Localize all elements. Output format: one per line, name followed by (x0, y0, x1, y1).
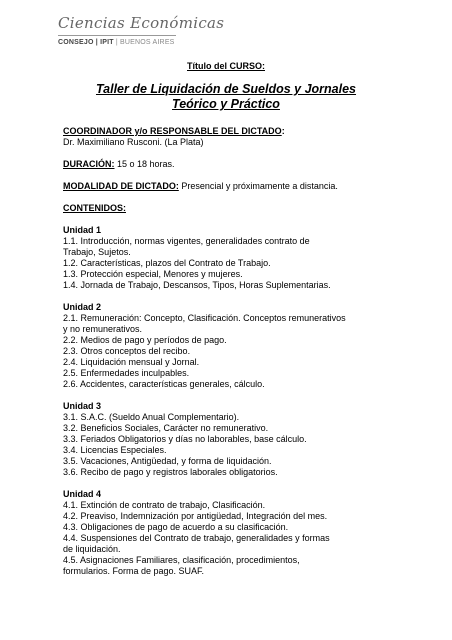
logo (58, 14, 225, 58)
logo-sub-light: | BUENOS AIRES (113, 39, 175, 46)
duration-value: 15 o 18 horas. (114, 159, 175, 169)
coordinator-name: Dr. Maximiliano Rusconi. (La Plata) (63, 137, 204, 147)
unit-line: 2.3. Otros conceptos del recibo. (63, 346, 191, 356)
unit-title: Unidad 3 (63, 401, 102, 411)
unit-line: 2.5. Enfermedades inculpables. (63, 368, 190, 378)
unit-line: 3.1. S.A.C. (Sueldo Anual Complementario). (63, 412, 240, 422)
duration-label: DURACIÓN: (63, 159, 115, 169)
unit-line: 1.3. Protección especial, Menores y mujeres. (63, 269, 243, 279)
unit-title: Unidad 2 (63, 302, 102, 312)
unit-line: 4.4. Suspensiones del Contrato de trabajo, generalidades y formas (63, 533, 330, 543)
unit-line: 1.1. Introducción, normas vigentes, generalidades contrato de (63, 236, 310, 246)
logo-subtitle (58, 39, 175, 46)
unit-line: 2.2. Medios de pago y períodos de pago. (63, 335, 227, 345)
document-body (63, 126, 393, 577)
modality (63, 181, 393, 192)
modality-value: Presencial y próximamente a distancia. (178, 181, 338, 191)
unit-line: 4.1. Extinción de contrato de trabajo, Clasificación. (63, 500, 266, 510)
course-title-line-2: Teórico y Práctico (172, 97, 280, 111)
unit-title: Unidad 1 (63, 225, 102, 235)
unit-line: 4.2. Preaviso, Indemnización por antigüedad, Integración del mes. (63, 511, 328, 521)
units-list (63, 225, 393, 577)
unit-title: Unidad 4 (63, 489, 102, 499)
unit-line: 3.6. Recibo de pago y registros laborales obligatorios. (63, 467, 278, 477)
unit-line: 4.3. Obligaciones de pago de acuerdo a su clasificación. (63, 522, 289, 532)
unit-line: 1.4. Jornada de Trabajo, Descansos, Tipos, Horas Suplementarias. (63, 280, 331, 290)
coordinator-colon: : (281, 126, 285, 136)
unit-line: Trabajo, Sujetos. (63, 247, 131, 257)
logo-script: Ciencias Económicas (58, 14, 225, 32)
unit-line: 2.6. Accidentes, características generales, cálculo. (63, 379, 265, 389)
unit-line: 1.2. Características, plazos del Contrato de Trabajo. (63, 258, 271, 268)
course-title-line-1: Taller de Liquidación de Sueldos y Jornales (95, 82, 357, 96)
course-title-label: Título del CURSO: (187, 61, 265, 71)
unit-line: formularios. Forma de pago. SUAF. (63, 566, 205, 576)
modality-label: MODALIDAD DE DICTADO: (63, 181, 179, 191)
unit-line: 2.4. Liquidación mensual y Jornal. (63, 357, 200, 367)
coordinator-heading (63, 126, 393, 137)
unit-line: 3.2. Beneficios Sociales, Carácter no remunerativo. (63, 423, 269, 433)
contents-label: CONTENIDOS: (63, 203, 126, 213)
coordinator-label: COORDINADOR y/o RESPONSABLE DEL DICTADO (63, 126, 282, 136)
unit-line: 3.3. Feriados Obligatorios y días no laborables, base cálculo. (63, 434, 307, 444)
logo-sub-bold: CONSEJO | IPIT (58, 39, 114, 46)
unit-line: 4.5. Asignaciones Familiares, clasificación, procedimientos, (63, 555, 300, 565)
logo-divider (58, 35, 176, 36)
course-title (0, 82, 452, 112)
duration (63, 159, 393, 170)
unit-line: de liquidación. (63, 544, 121, 554)
unit-line: y no remunerativos. (63, 324, 143, 334)
unit-line: 3.4. Licencias Especiales. (63, 445, 167, 455)
unit-line: 2.1. Remuneración: Concepto, Clasificación. Conceptos remunerativos (63, 313, 346, 323)
unit-line: 3.5. Vacaciones, Antigüedad, y forma de liquidación. (63, 456, 272, 466)
